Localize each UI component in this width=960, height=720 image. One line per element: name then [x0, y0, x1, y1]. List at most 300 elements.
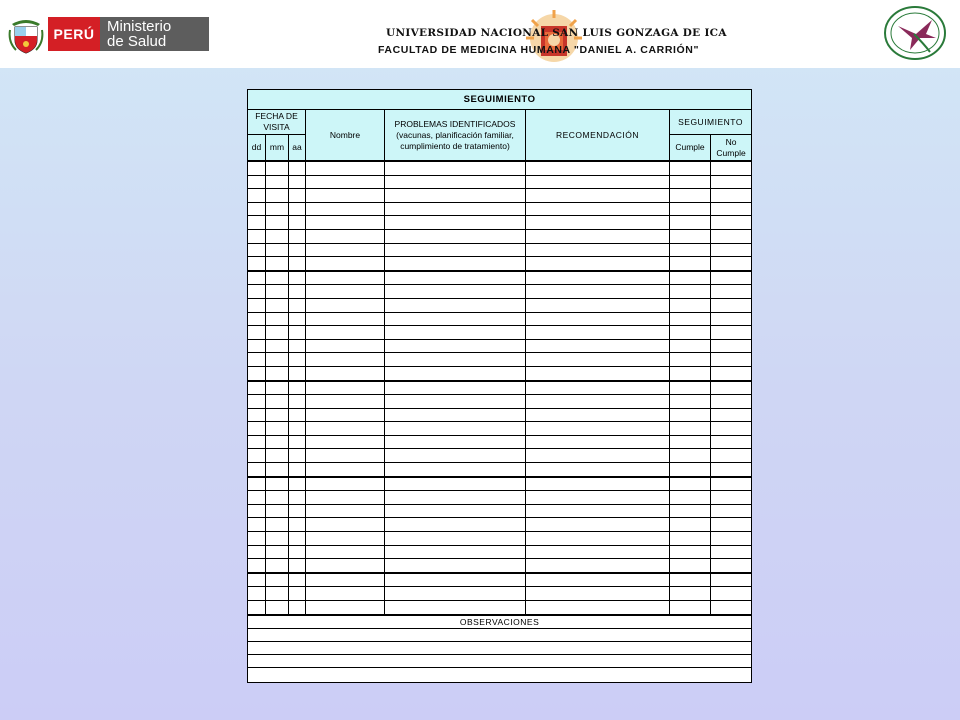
cell-dd[interactable]	[248, 175, 266, 189]
cell-problemas[interactable]	[385, 504, 526, 518]
table-row	[248, 477, 752, 491]
table-row	[248, 395, 752, 409]
cell-nombre[interactable]	[306, 271, 385, 285]
cell-nombre[interactable]	[306, 559, 385, 573]
cell-mm[interactable]	[266, 353, 289, 367]
cell-no-cumple[interactable]	[711, 504, 752, 518]
cell-dd[interactable]	[248, 601, 266, 615]
cell-no-cumple[interactable]	[711, 491, 752, 505]
cell-recomendacion[interactable]	[526, 202, 670, 216]
cell-aa[interactable]	[289, 573, 306, 587]
cell-dd[interactable]	[248, 161, 266, 175]
cell-problemas[interactable]	[385, 559, 526, 573]
cell-aa[interactable]	[289, 189, 306, 203]
cell-mm[interactable]	[266, 532, 289, 546]
cell-mm[interactable]	[266, 257, 289, 271]
table-row	[248, 202, 752, 216]
cell-mm[interactable]	[266, 518, 289, 532]
cell-recomendacion[interactable]	[526, 449, 670, 463]
cell-nombre[interactable]	[306, 202, 385, 216]
cell-mm[interactable]	[266, 449, 289, 463]
cell-problemas[interactable]	[385, 202, 526, 216]
cell-dd[interactable]	[248, 243, 266, 257]
cell-problemas[interactable]	[385, 435, 526, 449]
cell-aa[interactable]	[289, 545, 306, 559]
cell-dd[interactable]	[248, 395, 266, 409]
cell-recomendacion[interactable]	[526, 339, 670, 353]
cell-cumple[interactable]	[670, 573, 711, 587]
cell-cumple[interactable]	[670, 504, 711, 518]
table-row	[248, 312, 752, 326]
cell-nombre[interactable]	[306, 161, 385, 175]
cell-dd[interactable]	[248, 298, 266, 312]
cell-cumple[interactable]	[670, 312, 711, 326]
cell-mm[interactable]	[266, 271, 289, 285]
cell-mm[interactable]	[266, 312, 289, 326]
cell-no-cumple[interactable]	[711, 339, 752, 353]
header-nombre: Nombre	[306, 110, 385, 162]
cell-problemas[interactable]	[385, 477, 526, 491]
cell-aa[interactable]	[289, 477, 306, 491]
cell-aa[interactable]	[289, 422, 306, 436]
cell-no-cumple[interactable]	[711, 422, 752, 436]
cell-aa[interactable]	[289, 353, 306, 367]
cell-dd[interactable]	[248, 202, 266, 216]
cell-nombre[interactable]	[306, 381, 385, 395]
observaciones-line[interactable]	[248, 667, 752, 682]
cell-cumple[interactable]	[670, 545, 711, 559]
cell-nombre[interactable]	[306, 587, 385, 601]
cell-no-cumple[interactable]	[711, 298, 752, 312]
cell-mm[interactable]	[266, 573, 289, 587]
cell-recomendacion[interactable]	[526, 189, 670, 203]
cell-no-cumple[interactable]	[711, 161, 752, 175]
cell-problemas[interactable]	[385, 381, 526, 395]
table-row	[248, 587, 752, 601]
cell-recomendacion[interactable]	[526, 477, 670, 491]
cell-nombre[interactable]	[306, 504, 385, 518]
cell-recomendacion[interactable]	[526, 312, 670, 326]
cell-cumple[interactable]	[670, 449, 711, 463]
table-row	[248, 573, 752, 587]
cell-dd[interactable]	[248, 216, 266, 230]
cell-mm[interactable]	[266, 587, 289, 601]
cell-no-cumple[interactable]	[711, 587, 752, 601]
header-dd: dd	[248, 135, 266, 162]
cell-mm[interactable]	[266, 161, 289, 175]
table-row	[248, 435, 752, 449]
cell-mm[interactable]	[266, 463, 289, 477]
cell-aa[interactable]	[289, 243, 306, 257]
cell-dd[interactable]	[248, 422, 266, 436]
cell-nombre[interactable]	[306, 449, 385, 463]
cell-no-cumple[interactable]	[711, 175, 752, 189]
cell-aa[interactable]	[289, 395, 306, 409]
cell-cumple[interactable]	[670, 518, 711, 532]
cell-mm[interactable]	[266, 381, 289, 395]
cell-recomendacion[interactable]	[526, 532, 670, 546]
cell-no-cumple[interactable]	[711, 559, 752, 573]
cell-aa[interactable]	[289, 601, 306, 615]
cell-recomendacion[interactable]	[526, 518, 670, 532]
cell-nombre[interactable]	[306, 366, 385, 380]
cell-no-cumple[interactable]	[711, 408, 752, 422]
cell-cumple[interactable]	[670, 395, 711, 409]
cell-cumple[interactable]	[670, 422, 711, 436]
cell-problemas[interactable]	[385, 285, 526, 299]
cell-nombre[interactable]	[306, 312, 385, 326]
cell-aa[interactable]	[289, 257, 306, 271]
cell-mm[interactable]	[266, 601, 289, 615]
cell-problemas[interactable]	[385, 243, 526, 257]
cell-recomendacion[interactable]	[526, 175, 670, 189]
cell-recomendacion[interactable]	[526, 216, 670, 230]
cell-aa[interactable]	[289, 326, 306, 340]
cell-recomendacion[interactable]	[526, 435, 670, 449]
cell-cumple[interactable]	[670, 285, 711, 299]
cell-recomendacion[interactable]	[526, 559, 670, 573]
cell-cumple[interactable]	[670, 175, 711, 189]
cell-cumple[interactable]	[670, 435, 711, 449]
cell-no-cumple[interactable]	[711, 202, 752, 216]
cell-cumple[interactable]	[670, 463, 711, 477]
cell-dd[interactable]	[248, 518, 266, 532]
cell-nombre[interactable]	[306, 491, 385, 505]
header-aa: aa	[289, 135, 306, 162]
table-row	[248, 381, 752, 395]
cell-nombre[interactable]	[306, 573, 385, 587]
cell-aa[interactable]	[289, 559, 306, 573]
cell-dd[interactable]	[248, 229, 266, 243]
cell-problemas[interactable]	[385, 339, 526, 353]
cell-nombre[interactable]	[306, 601, 385, 615]
cell-aa[interactable]	[289, 216, 306, 230]
cell-aa[interactable]	[289, 298, 306, 312]
cell-aa[interactable]	[289, 175, 306, 189]
cell-mm[interactable]	[266, 422, 289, 436]
cell-mm[interactable]	[266, 504, 289, 518]
cell-problemas[interactable]	[385, 189, 526, 203]
cell-no-cumple[interactable]	[711, 229, 752, 243]
cell-nombre[interactable]	[306, 518, 385, 532]
header-cumple: Cumple	[670, 135, 711, 162]
cell-aa[interactable]	[289, 229, 306, 243]
observaciones-line[interactable]	[248, 641, 752, 654]
cell-dd[interactable]	[248, 271, 266, 285]
cell-no-cumple[interactable]	[711, 326, 752, 340]
cell-no-cumple[interactable]	[711, 395, 752, 409]
cell-mm[interactable]	[266, 285, 289, 299]
observaciones-line[interactable]	[248, 628, 752, 641]
cell-cumple[interactable]	[670, 202, 711, 216]
cell-mm[interactable]	[266, 175, 289, 189]
cell-mm[interactable]	[266, 435, 289, 449]
cell-no-cumple[interactable]	[711, 216, 752, 230]
cell-problemas[interactable]	[385, 601, 526, 615]
cell-problemas[interactable]	[385, 353, 526, 367]
cell-recomendacion[interactable]	[526, 504, 670, 518]
cell-recomendacion[interactable]	[526, 257, 670, 271]
cell-mm[interactable]	[266, 491, 289, 505]
cell-cumple[interactable]	[670, 298, 711, 312]
observaciones-line[interactable]	[248, 654, 752, 667]
cell-cumple[interactable]	[670, 189, 711, 203]
cell-aa[interactable]	[289, 339, 306, 353]
cell-cumple[interactable]	[670, 491, 711, 505]
cell-no-cumple[interactable]	[711, 463, 752, 477]
cell-no-cumple[interactable]	[711, 435, 752, 449]
cell-problemas[interactable]	[385, 366, 526, 380]
cell-aa[interactable]	[289, 312, 306, 326]
cell-recomendacion[interactable]	[526, 587, 670, 601]
cell-cumple[interactable]	[670, 381, 711, 395]
cell-aa[interactable]	[289, 381, 306, 395]
cell-nombre[interactable]	[306, 463, 385, 477]
cell-problemas[interactable]	[385, 449, 526, 463]
cell-cumple[interactable]	[670, 271, 711, 285]
cell-recomendacion[interactable]	[526, 491, 670, 505]
minsa-name-line2: de Salud	[107, 33, 167, 50]
cell-recomendacion[interactable]	[526, 229, 670, 243]
cell-mm[interactable]	[266, 189, 289, 203]
cell-no-cumple[interactable]	[711, 449, 752, 463]
cell-cumple[interactable]	[670, 326, 711, 340]
cell-nombre[interactable]	[306, 175, 385, 189]
cell-mm[interactable]	[266, 339, 289, 353]
cell-no-cumple[interactable]	[711, 477, 752, 491]
cell-cumple[interactable]	[670, 339, 711, 353]
cell-cumple[interactable]	[670, 353, 711, 367]
cell-nombre[interactable]	[306, 477, 385, 491]
cell-dd[interactable]	[248, 381, 266, 395]
cell-no-cumple[interactable]	[711, 381, 752, 395]
cell-cumple[interactable]	[670, 408, 711, 422]
cell-problemas[interactable]	[385, 573, 526, 587]
cell-recomendacion[interactable]	[526, 573, 670, 587]
cell-problemas[interactable]	[385, 326, 526, 340]
cell-mm[interactable]	[266, 366, 289, 380]
cell-dd[interactable]	[248, 587, 266, 601]
header-recomendacion: RECOMENDACIÓN	[526, 110, 670, 162]
cell-no-cumple[interactable]	[711, 573, 752, 587]
table-row	[248, 463, 752, 477]
faculty-seal-icon	[880, 4, 950, 62]
cell-problemas[interactable]	[385, 587, 526, 601]
cell-dd[interactable]	[248, 435, 266, 449]
cell-dd[interactable]	[248, 257, 266, 271]
cell-problemas[interactable]	[385, 408, 526, 422]
cell-no-cumple[interactable]	[711, 353, 752, 367]
cell-recomendacion[interactable]	[526, 243, 670, 257]
cell-mm[interactable]	[266, 545, 289, 559]
cell-dd[interactable]	[248, 366, 266, 380]
cell-cumple[interactable]	[670, 161, 711, 175]
cell-aa[interactable]	[289, 504, 306, 518]
cell-aa[interactable]	[289, 463, 306, 477]
cell-aa[interactable]	[289, 435, 306, 449]
university-title: UNIVERSIDAD NACIONAL SAN LUIS GONZAGA DE ICA	[386, 27, 727, 39]
cell-dd[interactable]	[248, 477, 266, 491]
cell-mm[interactable]	[266, 216, 289, 230]
cell-problemas[interactable]	[385, 491, 526, 505]
cell-mm[interactable]	[266, 229, 289, 243]
cell-aa[interactable]	[289, 408, 306, 422]
cell-problemas[interactable]	[385, 271, 526, 285]
cell-dd[interactable]	[248, 504, 266, 518]
cell-dd[interactable]	[248, 339, 266, 353]
header-mm: mm	[266, 135, 289, 162]
cell-cumple[interactable]	[670, 601, 711, 615]
cell-dd[interactable]	[248, 491, 266, 505]
cell-cumple[interactable]	[670, 257, 711, 271]
table-row	[248, 353, 752, 367]
cell-nombre[interactable]	[306, 216, 385, 230]
cell-dd[interactable]	[248, 532, 266, 546]
cell-nombre[interactable]	[306, 339, 385, 353]
cell-nombre[interactable]	[306, 395, 385, 409]
cell-problemas[interactable]	[385, 518, 526, 532]
cell-no-cumple[interactable]	[711, 601, 752, 615]
cell-aa[interactable]	[289, 449, 306, 463]
cell-aa[interactable]	[289, 161, 306, 175]
cell-aa[interactable]	[289, 271, 306, 285]
cell-problemas[interactable]	[385, 422, 526, 436]
table-row	[248, 243, 752, 257]
cell-nombre[interactable]	[306, 243, 385, 257]
cell-recomendacion[interactable]	[526, 408, 670, 422]
table-row	[248, 339, 752, 353]
cell-no-cumple[interactable]	[711, 271, 752, 285]
cell-aa[interactable]	[289, 285, 306, 299]
cell-mm[interactable]	[266, 477, 289, 491]
cell-recomendacion[interactable]	[526, 366, 670, 380]
cell-no-cumple[interactable]	[711, 285, 752, 299]
cell-dd[interactable]	[248, 573, 266, 587]
cell-mm[interactable]	[266, 326, 289, 340]
cell-dd[interactable]	[248, 312, 266, 326]
cell-aa[interactable]	[289, 366, 306, 380]
cell-aa[interactable]	[289, 587, 306, 601]
cell-mm[interactable]	[266, 243, 289, 257]
minsa-name-line1: Ministerio	[107, 18, 172, 35]
form-title: SEGUIMIENTO	[248, 90, 752, 110]
cell-nombre[interactable]	[306, 285, 385, 299]
cell-problemas[interactable]	[385, 463, 526, 477]
cell-problemas[interactable]	[385, 175, 526, 189]
cell-recomendacion[interactable]	[526, 298, 670, 312]
cell-recomendacion[interactable]	[526, 381, 670, 395]
cell-problemas[interactable]	[385, 229, 526, 243]
cell-aa[interactable]	[289, 518, 306, 532]
table-row	[248, 175, 752, 189]
cell-mm[interactable]	[266, 395, 289, 409]
cell-cumple[interactable]	[670, 366, 711, 380]
cell-dd[interactable]	[248, 326, 266, 340]
cell-nombre[interactable]	[306, 532, 385, 546]
cell-aa[interactable]	[289, 202, 306, 216]
cell-no-cumple[interactable]	[711, 257, 752, 271]
cell-problemas[interactable]	[385, 532, 526, 546]
cell-cumple[interactable]	[670, 559, 711, 573]
cell-mm[interactable]	[266, 202, 289, 216]
table-row	[248, 298, 752, 312]
cell-no-cumple[interactable]	[711, 243, 752, 257]
cell-mm[interactable]	[266, 408, 289, 422]
cell-problemas[interactable]	[385, 216, 526, 230]
cell-recomendacion[interactable]	[526, 601, 670, 615]
cell-no-cumple[interactable]	[711, 189, 752, 203]
cell-cumple[interactable]	[670, 243, 711, 257]
cell-no-cumple[interactable]	[711, 312, 752, 326]
cell-dd[interactable]	[248, 463, 266, 477]
cell-no-cumple[interactable]	[711, 532, 752, 546]
cell-problemas[interactable]	[385, 298, 526, 312]
cell-aa[interactable]	[289, 491, 306, 505]
cell-no-cumple[interactable]	[711, 518, 752, 532]
cell-dd[interactable]	[248, 449, 266, 463]
cell-cumple[interactable]	[670, 587, 711, 601]
cell-cumple[interactable]	[670, 532, 711, 546]
cell-nombre[interactable]	[306, 545, 385, 559]
cell-no-cumple[interactable]	[711, 545, 752, 559]
table-row	[248, 257, 752, 271]
cell-cumple[interactable]	[670, 229, 711, 243]
cell-nombre[interactable]	[306, 298, 385, 312]
cell-dd[interactable]	[248, 408, 266, 422]
table-row	[248, 229, 752, 243]
cell-problemas[interactable]	[385, 395, 526, 409]
cell-cumple[interactable]	[670, 216, 711, 230]
table-row	[248, 518, 752, 532]
cell-recomendacion[interactable]	[526, 161, 670, 175]
cell-nombre[interactable]	[306, 353, 385, 367]
cell-recomendacion[interactable]	[526, 353, 670, 367]
table-row	[248, 532, 752, 546]
cell-nombre[interactable]	[306, 422, 385, 436]
cell-recomendacion[interactable]	[526, 285, 670, 299]
cell-nombre[interactable]	[306, 435, 385, 449]
cell-nombre[interactable]	[306, 408, 385, 422]
cell-nombre[interactable]	[306, 326, 385, 340]
cell-mm[interactable]	[266, 559, 289, 573]
cell-problemas[interactable]	[385, 161, 526, 175]
cell-problemas[interactable]	[385, 545, 526, 559]
cell-no-cumple[interactable]	[711, 366, 752, 380]
cell-nombre[interactable]	[306, 229, 385, 243]
cell-mm[interactable]	[266, 298, 289, 312]
cell-dd[interactable]	[248, 353, 266, 367]
cell-recomendacion[interactable]	[526, 395, 670, 409]
header-problemas-identificados: PROBLEMAS IDENTIFICADOS (vacunas, planificación familiar, cumplimiento de tratamiento)	[385, 110, 526, 162]
cell-dd[interactable]	[248, 285, 266, 299]
cell-dd[interactable]	[248, 559, 266, 573]
cell-cumple[interactable]	[670, 477, 711, 491]
cell-recomendacion[interactable]	[526, 326, 670, 340]
cell-dd[interactable]	[248, 545, 266, 559]
minsa-country-label: PERÚ	[48, 17, 100, 51]
cell-recomendacion[interactable]	[526, 422, 670, 436]
cell-nombre[interactable]	[306, 189, 385, 203]
minsa-name	[100, 17, 171, 51]
cell-recomendacion[interactable]	[526, 271, 670, 285]
cell-nombre[interactable]	[306, 257, 385, 271]
cell-problemas[interactable]	[385, 257, 526, 271]
cell-dd[interactable]	[248, 189, 266, 203]
cell-aa[interactable]	[289, 532, 306, 546]
cell-recomendacion[interactable]	[526, 545, 670, 559]
cell-problemas[interactable]	[385, 312, 526, 326]
cell-recomendacion[interactable]	[526, 463, 670, 477]
